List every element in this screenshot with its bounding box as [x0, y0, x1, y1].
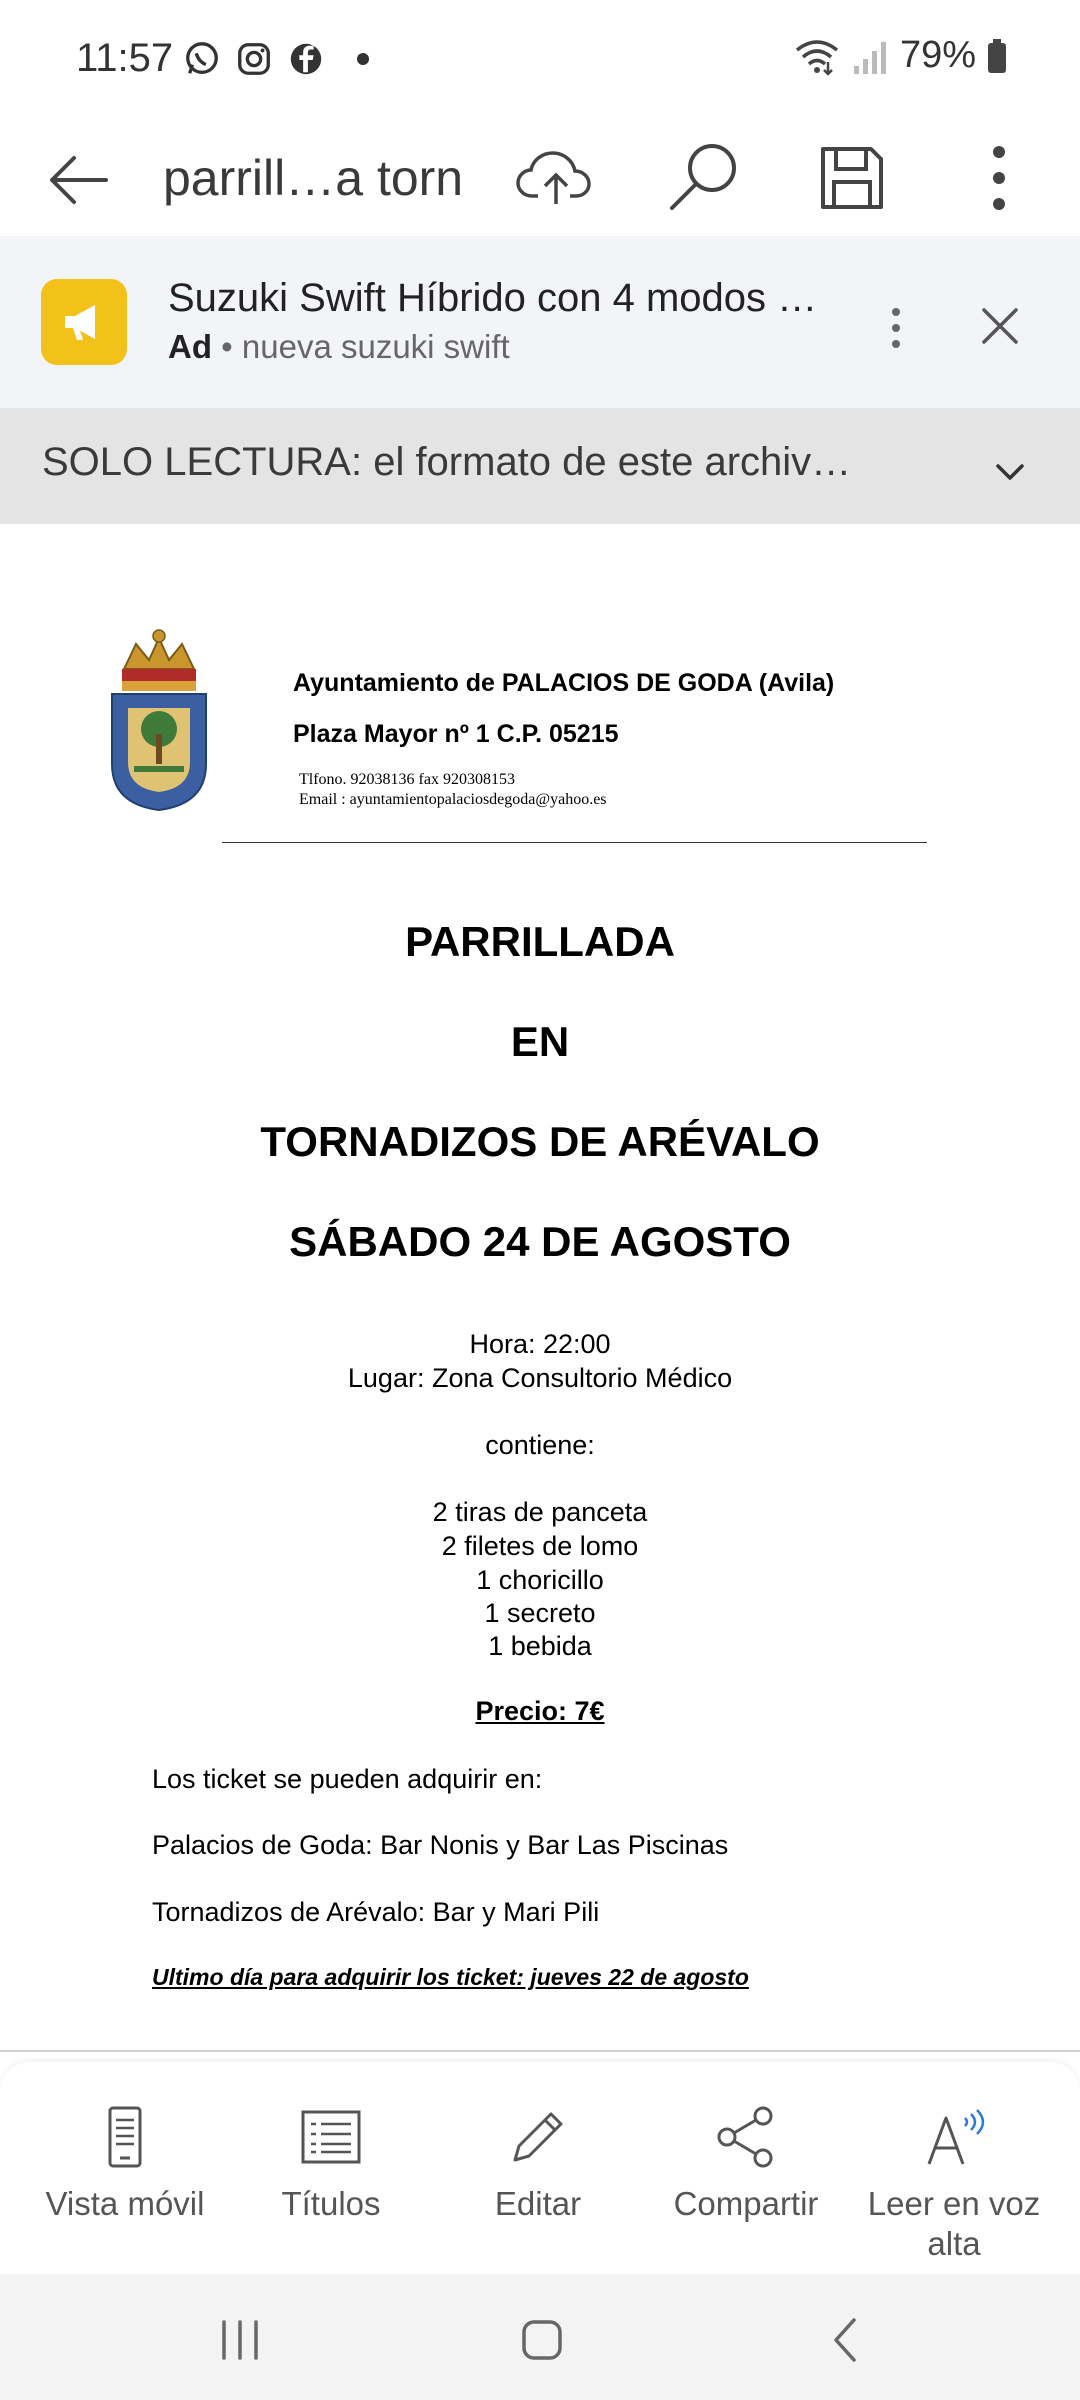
- edit-label: Editar: [494, 2185, 582, 2222]
- edit-button[interactable]: [433, 2102, 643, 2224]
- tickets-tornadizos: Tornadizos de Arévalo: Bar y Mari Pili: [152, 1897, 600, 1927]
- back-icon[interactable]: [816, 2310, 876, 2370]
- menu-item: 2 tiras de panceta: [432, 1497, 648, 1527]
- facebook-icon: [287, 40, 325, 78]
- chevron-down-icon[interactable]: [982, 444, 1038, 500]
- notification-dot: [357, 53, 369, 65]
- share-button[interactable]: [641, 2102, 851, 2224]
- status-bar: [0, 0, 1080, 120]
- document-title: parrill…a torn: [163, 150, 464, 206]
- share-label: Compartir: [673, 2185, 819, 2222]
- coat-of-arms-icon: [104, 624, 214, 814]
- letterhead-divider: [222, 842, 927, 843]
- recent-apps-icon[interactable]: [210, 2310, 270, 2370]
- ad-subtitle: [168, 328, 510, 366]
- contains-label: contiene:: [485, 1430, 595, 1460]
- headings-label: Títulos: [281, 2185, 381, 2222]
- headings-icon: [296, 2102, 366, 2172]
- menu-item: 2 filetes de lomo: [441, 1531, 639, 1561]
- battery-percent: 79%: [899, 34, 976, 76]
- headline-parrillada: PARRILLADA: [405, 918, 675, 965]
- more-vert-icon[interactable]: [955, 134, 1043, 222]
- search-icon[interactable]: [660, 134, 748, 222]
- menu-item: 1 secreto: [484, 1598, 596, 1628]
- bottom-toolbar: [0, 2062, 1080, 2274]
- menu-item: 1 choricillo: [476, 1565, 604, 1595]
- letterhead-line2: Plaza Mayor nº 1 C.P. 05215: [293, 720, 619, 748]
- ad-title[interactable]: Suzuki Swift Híbrido con 4 modos …: [168, 276, 818, 320]
- read-aloud-icon: [919, 2102, 989, 2172]
- mobile-view-label: Vista móvil: [45, 2185, 205, 2222]
- headline-date: SÁBADO 24 DE AGOSTO: [289, 1218, 791, 1265]
- status-time: 11:57: [76, 36, 174, 80]
- signal-icon: [850, 36, 890, 76]
- headings-button[interactable]: [226, 2102, 436, 2224]
- tickets-palacios: Palacios de Goda: Bar Nonis y Bar Las Piscinas: [152, 1830, 729, 1860]
- back-arrow-icon[interactable]: [40, 138, 120, 218]
- document-page[interactable]: [0, 524, 1080, 2052]
- share-icon: [711, 2102, 781, 2172]
- home-icon[interactable]: [512, 2310, 572, 2370]
- app-bar: [0, 120, 1080, 238]
- navigation-bar: [0, 2274, 1080, 2400]
- menu-item: 1 bebida: [488, 1631, 592, 1661]
- battery-icon: [986, 38, 1008, 74]
- price: Precio: 7€: [475, 1696, 605, 1726]
- ad-logo: [41, 279, 127, 365]
- letterhead: [293, 669, 834, 809]
- event-time: Hora: 22:00: [469, 1329, 611, 1359]
- letterhead-line4: Email : ayuntamientopalaciosdegoda@yahoo.es: [299, 791, 607, 808]
- status-system-icons: [794, 34, 1008, 77]
- status-notification-icons: [183, 40, 369, 78]
- whatsapp-icon: [183, 40, 221, 78]
- headline-en: EN: [510, 1018, 570, 1065]
- readonly-bar[interactable]: [0, 408, 1080, 526]
- letterhead-line3: Tlfono. 92038136 fax 920308153: [299, 771, 515, 788]
- mobile-view-icon: [90, 2102, 160, 2172]
- mobile-view-button[interactable]: [20, 2102, 230, 2224]
- ad-sponsor: nueva suzuki swift: [241, 328, 510, 365]
- more-vert-icon[interactable]: [866, 298, 926, 358]
- tickets-intro: Los ticket se pueden adquirir en:: [152, 1764, 543, 1794]
- wifi-icon: [794, 36, 840, 76]
- save-icon[interactable]: [808, 134, 896, 222]
- cloud-upload-icon[interactable]: [512, 134, 600, 222]
- letterhead-line1: Ayuntamiento de PALACIOS DE GODA (Avila): [293, 669, 835, 697]
- last-day-notice: Ultimo día para adquirir los ticket: jueves 22 de agosto: [152, 1964, 749, 1990]
- ad-separator: •: [212, 328, 242, 365]
- megaphone-icon: [55, 293, 113, 351]
- readonly-text: SOLO LECTURA: el formato de este archiv…: [42, 440, 852, 484]
- headline-place: TORNADIZOS DE ARÉVALO: [260, 1118, 820, 1165]
- event-location: Lugar: Zona Consultorio Médico: [347, 1363, 733, 1393]
- close-icon[interactable]: [970, 296, 1030, 356]
- read-aloud-button[interactable]: [849, 2102, 1059, 2264]
- pencil-icon: [503, 2102, 573, 2172]
- instagram-icon: [235, 40, 273, 78]
- read-aloud-label: Leer en voz alta: [867, 2185, 1041, 2262]
- ad-banner[interactable]: [0, 236, 1080, 408]
- ad-label: Ad: [168, 328, 212, 365]
